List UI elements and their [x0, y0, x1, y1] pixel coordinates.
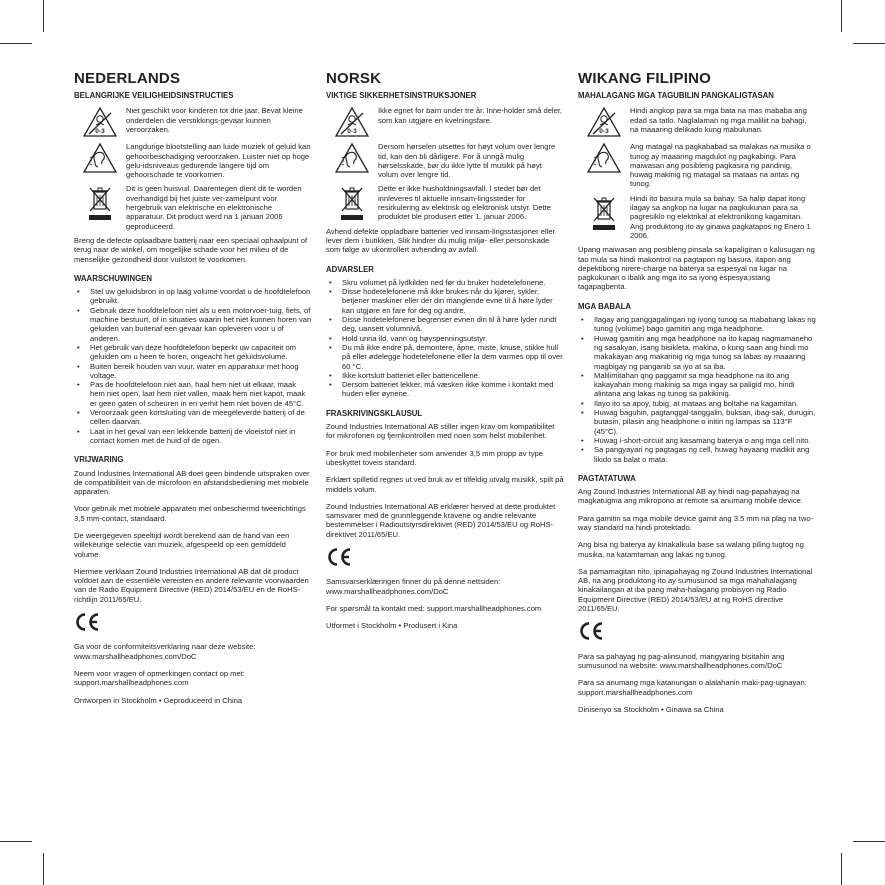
language-title: WIKANG FILIPINO: [578, 70, 711, 87]
child-hazard-icon: [74, 106, 126, 137]
ce-mark-icon: [326, 547, 564, 569]
warning-row: [74, 184, 312, 230]
closing-paragraph: Ontworpen in Stockholm • Geproduceerd in China: [74, 695, 243, 705]
cautions-heading: ADVARSLER: [326, 264, 374, 274]
disclaimer-paragraph: For bruk med mobilenheter som anvender 3,5 mm propp av type ubeskyttet toveis standard.: [326, 448, 543, 467]
caution-item: • Ilayo ito sa apoy, tubig, at mataas ang boltahe na kagamitan.: [578, 399, 816, 408]
closing-paragraph: Ga voor de conformiteitsverklaring naar deze website: www.marshallheadphones.com/DoC: [74, 642, 256, 661]
warning-text: Dersom hørselen utsettes for høyt volum over lengre tid, kan den bli dårligere. For å unngå mulig hørselsskade, bør du ikke lytte til musikk på høyt volum over lengre tid.: [378, 142, 556, 180]
caution-item: • Pas de hoofdtelefoon niet aan, haal hem niet uit elkaar, maak hem niet open, laat hem niet vallen, maak hem niet kapot, maak er geen gaten of scheuren in en verhit hem niet boven de 45°C.: [74, 380, 312, 408]
warning-row: [74, 142, 312, 179]
caution-item: • Skru volumet på lydkilden ned før du bruker hodetelefonene.: [326, 278, 564, 287]
disclaimer-paragraph: Zound Industries International AB stiller ingen krav om kompatibilitet for mikrofonen og fjernkontrollen med noen som helst mobilenhet.: [326, 422, 555, 441]
warning-row: [578, 106, 816, 137]
ce-mark-icon: [578, 621, 816, 643]
weee-bin-icon: [326, 184, 378, 221]
svg-text:0-3: 0-3: [347, 128, 357, 136]
weee-bin-icon: [74, 184, 126, 230]
safety-subtitle: VIKTIGE SIKKERHETSINSTRUKSJONER: [326, 91, 477, 100]
svg-text:0-3: 0-3: [599, 128, 609, 136]
warning-row: [74, 106, 312, 137]
safety-subtitle: MAHALAGANG MGA TAGUBILIN PANGKALIGTASAN: [578, 91, 774, 100]
warning-text: Niet geschikt voor kinderen tot drie jaar. Bevat kleine onderdelen die verstikkings-gevaar kunnen veroorzaken.: [126, 106, 303, 134]
warning-row: [578, 194, 816, 240]
warning-text: Hindi ito basura mula sa bahay. Sa halip dapat itong ilagay sa angkop na lugar na pagkukunan para sa pagresiklo ng elektrikal at elektronikong kagamitan. Ang produktong ito ay ginawa pagkatapos ng Enero 1 2006.: [630, 193, 811, 240]
disclaimer-paragraph: Hiermee verklaart Zound Industries International AB dat dit product voldoet aan de essentiële vereisten en andere relevante voorwaarden van de Radio Equipment Directive (RED) 2014/53/EU en de RoHS-richtlijn 2011/65/EU.: [74, 566, 309, 604]
crop-mark: [0, 841, 32, 842]
warning-text: Dette er ikke husholdningsavfall. I stedet bør det innleveres til aktuelle innsam-lingssteder for resirkulering av elektrisk og elektronisk utstyr. Dette produktet ble produsert etter 1. januar 2006.: [378, 184, 552, 222]
svg-text:0-3: 0-3: [95, 128, 105, 136]
caution-item: • Sa pangyayari ng pagtagas ng cell, huwag hayaang madikit ang likido sa balat o mata.: [578, 445, 816, 464]
child-hazard-icon: [326, 106, 378, 137]
cautions-heading: MGA BABALA: [578, 301, 631, 311]
warning-text: Ikke egnet for barn under tre år. Inne-holder små deler, som kan utgjøre en kvelningsfare.: [378, 106, 563, 125]
crop-mark: [853, 841, 885, 842]
caution-item: • Gebruik deze hoofdtelefoon niet als u een motorvoer-tuig, fiets, of machine bestuurt, of in situaties waarin het niet kunnen horen van geluiden van buitenaf een gevaar kan opleveren voor u of anderen.: [74, 306, 312, 343]
disclaimer-heading: VRIJWARING: [74, 455, 124, 465]
hearing-warning-icon: [74, 142, 126, 179]
warning-text: Dit is geen huisvuil. Daarentegen dient dit te worden overhandigd bij het juiste ver-zamelpunt voor hergebruik van elektrische en elektronische apparatuur. Dit product werd na 1 januari 2006 geproduceerd.: [126, 184, 302, 231]
caution-item: • Disse hodetelefonene må ikke brukes når du kjører, sykler, betjener maskiner eller der din manglende evne til å høre lyder kan utgjøre en fare for deg og andre.: [326, 287, 564, 315]
disclaimer-paragraph: Zound Industries International AB erklærer herved at dette produktet samsvarer med de grunnleggende kravene og andre relevante bestemmelser i Radioutstyrsdirektivet (RED) 2014/53/EU og RoHS-direktivet 2011/65/EU.: [326, 501, 556, 539]
crop-mark: [43, 0, 44, 32]
disclaimer-heading: PAGTATATUWA: [578, 473, 636, 483]
disclaimer-paragraph: Voor gebruik met mobiele apparaten met onbeschermd tweerichtings 3,5 mm-contact, standaard.: [74, 504, 306, 523]
warning-text: Langdurige blootstelling aan luide muziek of geluid kan gehoorbeschadiging veroorzaken. Luister niet op hoge gelu-idsniveaus gedurende langere tijd om gehoorschade te voorkomen.: [126, 142, 311, 180]
disclaimer-paragraph: Sa pamamagitan nito, ipinapahayag ng Zound Industries International AB, na ang produktong ito ay sumusunod sa mga mahahalagang kinakailangan at iba pang maha-halagang probisyon ng Radio Equipment Directive (RED) 2014/53/EU at ng RoHS directive 2011/65/EU.: [578, 566, 813, 614]
caution-item: • Huwag i-short-circuit ang kasamang baterya o ang mga cell nito.: [578, 436, 816, 445]
disclaimer-heading: FRASKRIVINGSKLAUSUL: [326, 408, 423, 418]
disclaimer-paragraph: Para gamitin sa mga mobile device gamit ang 3.5 mm na plag na two-way standard na hindi protektado.: [578, 513, 814, 532]
crop-mark: [841, 0, 842, 32]
child-hazard-icon: [578, 106, 630, 137]
warning-row: [326, 142, 564, 179]
ce-mark-icon: [74, 612, 312, 634]
language-title: NORSK: [326, 70, 382, 87]
closing-paragraph: Utformet i Stockholm • Produsert i Kina: [326, 621, 458, 631]
hearing-warning-icon: [578, 142, 630, 188]
caution-item: • Ilagay ang panggagalingan ng iyong tunog sa mababang lakas ng tunog (volume) bago gamitin ang mga headphone.: [578, 315, 816, 334]
caution-item: • Het gebruik van deze hoofdtelefoon beperkt uw capaciteit om geluiden om u heen te horen, ongeacht het geluidsvolume.: [74, 343, 312, 362]
disclaimer-paragraph: Ang bisa ng baterya ay kinakalkula base sa walang piling tugtog ng musika, na katamtaman ang lakas ng tunog.: [578, 540, 804, 559]
crop-mark: [43, 853, 44, 885]
crop-mark: [0, 43, 32, 44]
caution-item: • Veroorzaak geen kortsluiting van de meegeleverde batterij of de cellen daarvan.: [74, 408, 312, 427]
caution-item: • Disse hodetelefonene begrenser evnen din til å høre lyder rundt deg, uansett volumnivå.: [326, 315, 564, 334]
closing-paragraph: Neem voor vragen of opmerkingen contact op met: support.marshallheadphones.com: [74, 668, 245, 688]
warning-row: [326, 106, 564, 137]
caution-item: • Dersom batteriet lekker, må væsken ikke komme i kontakt med huden eller øynene.: [326, 380, 564, 399]
warning-text: Ang matagal na pagkababad sa malakas na musika o tunog ay maaaring magdulot ng pagkabingi. Para maiwasan ang posibleng pagkasira ng pandinig, huwag makinig ng matagal sa mataas na antas ng tunog.: [630, 142, 811, 189]
disclaimer-paragraph: Erklært spilletid regnes ut ved bruk av et tilfeldig utvalg musikk, spilt på middels volum.: [326, 475, 564, 494]
closing-paragraph: Samsvarserklæringen finner du på denne nettsiden: www.marshallheadphones.com/DoC: [326, 577, 501, 596]
language-column: [74, 70, 312, 713]
caution-item: • Huwag gamitin ang mga headphone na ito kapag nagmamaneho ng sasakyan, isang bisikleta, makina, o kung saan ang hindi mo makakayan ang makarinig ng mga tunog sa labas ay maaaring magbigay ng panganib sa iyo at sa iba.: [578, 334, 816, 371]
cautions-list: [74, 287, 312, 445]
caution-item: • Stel uw geluidsbron in op laag volume voordat u de hoofdtelefoon gebruikt.: [74, 287, 312, 306]
language-column: [326, 70, 564, 638]
battery-text: Upang maiwasan ang posibleng pinsala sa kapaligiran o kalusugan ng tao mula sa hindi makontrol na pagtapon ng basura, itapon ang depektibong nirere-charge na baterya sa espesyal na lugar na pagkukunan o ibalik ang mga ito sa iyong espesya;istang tagapagbenta.: [578, 245, 815, 292]
crop-mark: [841, 853, 842, 885]
caution-item: • Ikke kortslutt batteriet eller battericellene.: [326, 371, 564, 380]
disclaimer-paragraph: Ang Zound Industries International AB ay hindi nag-papahayag na magkatugma ang mikropono at remote sa anumang mobile device.: [578, 487, 803, 506]
weee-bin-icon: [578, 194, 630, 240]
closing-paragraph: Para sa anumang mga katanungan o alalahanin maki-pag-ugnayan: support.marshallheadphones.com: [578, 678, 807, 697]
cautions-heading: WAARSCHUWINGEN: [74, 273, 152, 283]
warning-row: [578, 142, 816, 188]
caution-item: • Malilimitahan qng paggamit sa mga headphone na ito ang kakayahan mong makinig sa mga ingay sa paligid mo, hindi alintana ang lakas ng tunog sa pakikinig.: [578, 371, 816, 399]
disclaimer-paragraph: De weergegeven speeltijd wordt berekend aan de hand van een willekeurige selectie van muziek, afgespeeld op een gemiddeld volume.: [74, 530, 290, 559]
caution-item: • Laat in het geval van een lekkende batterij de vloeistof niet in contact komen met de huid of de ogen.: [74, 427, 312, 446]
closing-paragraph: Dinisenyo sa Stockholm • Ginawa sa China: [578, 704, 724, 714]
warning-text: Hindi angkop para sa mga bata na mas mababa ang edad sa tatlo. Naglalaman ng mga maliliit na bahagi, na maaaring delikado kung mabulunan.: [630, 106, 807, 134]
disclaimer-paragraph: Zound Industries International AB doet geen bindende uitspraken over de compatibiliteit van de microfoon en afstandsbediening met mobiele apparaten.: [74, 468, 310, 497]
battery-text: Avhend defekte oppladbare batterier ved innsam-lingsstasjoner eller lever dem i butikken. Slik hindrer du mulig miljø- eller personskade som følge av ukontrollert avhending av avfall.: [326, 226, 556, 255]
language-column: [578, 70, 816, 722]
cautions-list: [578, 315, 816, 464]
safety-subtitle: BELANGRIJKE VEILIGHEIDSINSTRUCTIES: [74, 91, 234, 100]
caution-item: • Buiten bereik houden van vuur, water en apparatuur met hoog voltage.: [74, 362, 312, 381]
closing-paragraph: For spørsmål ta kontakt med: support.marshallheadphones.com: [326, 603, 542, 613]
caution-item: • Du må ikke endre på, demontere, åpne, miste, knuse, stikke hull på eller ødelegge hodetelefonene eller la dem varmes opp til over 60 °C.: [326, 343, 564, 371]
crop-mark: [853, 43, 885, 44]
warning-row: [326, 184, 564, 221]
cautions-list: [326, 278, 564, 399]
caution-item: • Huwag baguhin, pagtanggal-tanggalin, buksan, ibag-sak, durugin, butasin, pilasin ang headphone o initin ng lampas sa 113°F (45°C).: [578, 408, 816, 436]
closing-paragraph: Para sa pahayag ng pag-alinsunod, mangyaring bisitahin ang sumusunod na website: www.marshallheadphones.com/DoC: [578, 651, 785, 670]
hearing-warning-icon: [326, 142, 378, 179]
language-title: NEDERLANDS: [74, 70, 181, 87]
battery-text: Breng de defecte oplaadbare batterij naar een speciaal ophaalpunt of terug naar de winkel, om mogelijke schade voor het milieu of de menselijke gezondheid door vuilstort te voorkomen.: [74, 235, 308, 264]
caution-item: • Hold unna ild, vann og høyspenningsutstyr.: [326, 334, 564, 343]
